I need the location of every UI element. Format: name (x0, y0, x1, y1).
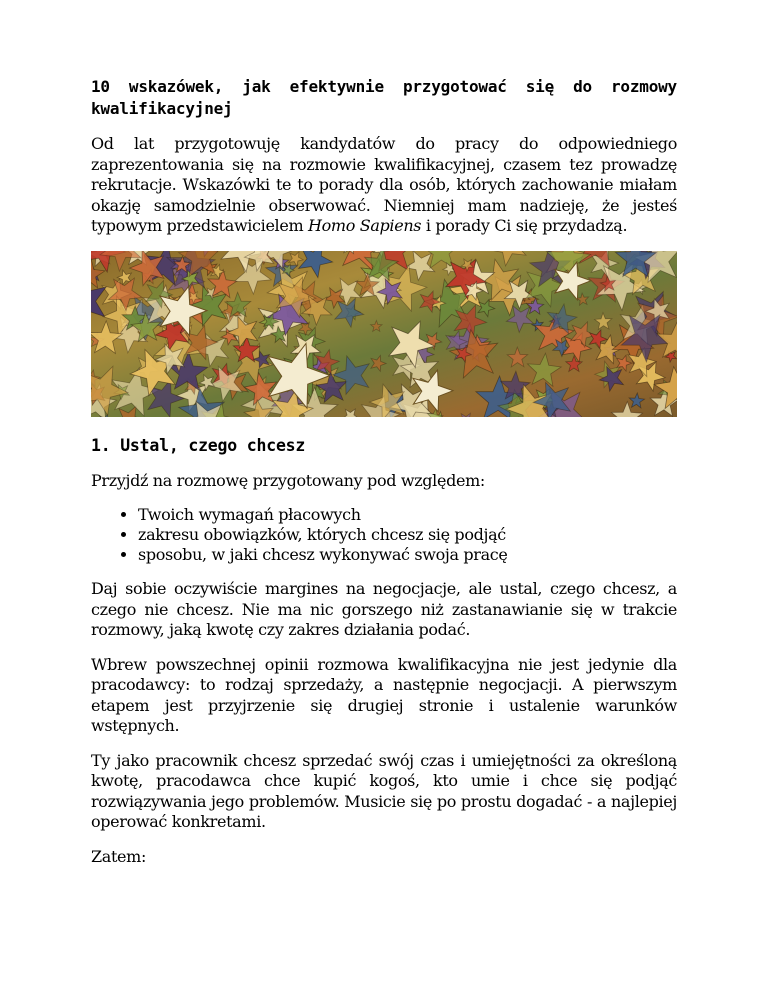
section-lead: Przyjdź na rozmowę przygotowany pod względem: (91, 470, 485, 490)
document-title: 10 wskazówek, jak efektywnie przygotować się do rozmowy kwalifikacyjnej (91, 77, 677, 118)
intro-italic: Homo Sapiens (308, 216, 422, 235)
list-item: • zakresu obowiązków, których chcesz się podjąć (138, 525, 677, 545)
paragraph-agreement: Ty jako pracownik chcesz sprzedać swój czas i umiejętności za określoną kwotę, pracodawca chce kupić kogoś, kto umie i chce się podjąć rozwiązywania jego problemów. Musicie się po prostu dogadać - a najlepiej operować konkretami. (91, 750, 677, 831)
document-body (91, 70, 677, 881)
stars-collage-image (91, 251, 677, 417)
list-item: • sposobu, w jaki chcesz wykonywać swoja pracę (138, 545, 677, 565)
section-heading: 1. Ustal, czego chcesz (91, 435, 306, 455)
requirements-list (91, 505, 677, 565)
intro-text: Od lat przygotowuję kandydatów do pracy do odpowiedniego zaprezentowania się na rozmowie kwalifikacyjnej, czasem tez prowadzę rekrutacje. Wskazówki te to porady dla osób, których zachowanie miałam okazję samodzielnie obserwować. Niemniej mam nadzieję, że jesteś typowym przedstawicielem (91, 134, 677, 235)
paragraph-sales: Wbrew powszechnej opinii rozmowa kwalifikacyjna nie jest jedynie dla pracodawcy: to rodzaj sprzedaży, a następnie negocjacji. A pierwszym etapem jest przyjrzenie się drugiej stronie i ustalenie warunków wstępnych. (91, 654, 677, 735)
paragraph-negotiation: Daj sobie oczywiście margines na negocjacje, ale ustal, czego chcesz, a czego nie chcesz. Nie ma nic gorszego niż zastanawianie się w trakcie rozmowy, jaką kwotę czy zakres działania podać. (91, 579, 677, 639)
intro-paragraph (91, 134, 677, 237)
list-item: • Twoich wymagań płacowych (138, 505, 677, 525)
intro-text-end: i porady Ci się przydadzą. (421, 216, 628, 235)
paragraph-closing: Zatem: (91, 846, 147, 866)
